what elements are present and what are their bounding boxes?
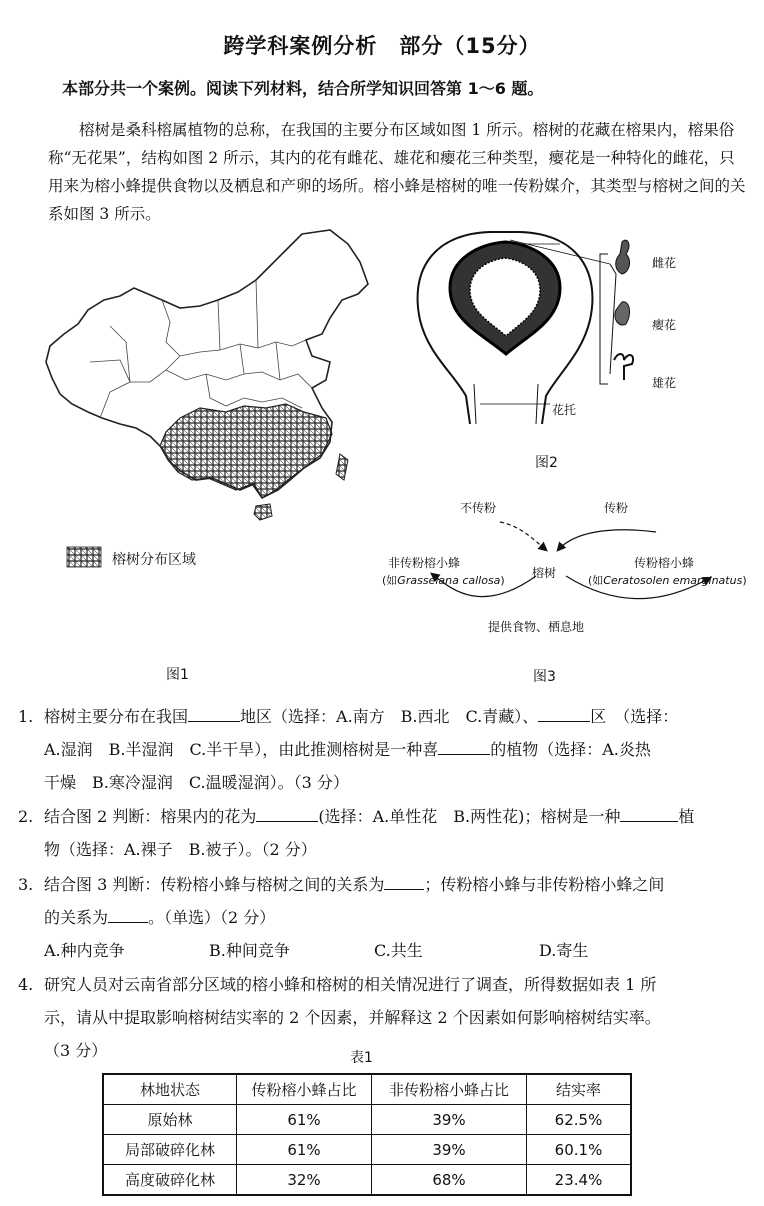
label-not-pollinate: 不传粉 <box>460 501 497 515</box>
table-header-cell: 非传粉榕小蜂占比 <box>372 1074 527 1105</box>
q3-text-a: 结合图 3 判断：传粉榕小蜂与榕树之间的关系为 <box>44 875 385 894</box>
table-cell: 高度破碎化林 <box>103 1165 237 1196</box>
label-banyan: 榕树 <box>532 566 557 580</box>
male-flower-icon <box>614 354 633 380</box>
q3-blank-2[interactable] <box>108 904 148 923</box>
q3-option-d[interactable]: D.寄生 <box>539 941 589 960</box>
table-cell: 60.1% <box>527 1135 632 1165</box>
label-female-flower: 雌花 <box>652 256 677 270</box>
hainan-island <box>254 504 272 520</box>
female-flower-icon <box>616 240 630 274</box>
q3-number: 3. <box>18 875 34 894</box>
table-header-cell: 传粉榕小蜂占比 <box>237 1074 372 1105</box>
taiwan-island <box>336 454 348 480</box>
label-pollinate: 传粉 <box>604 501 629 515</box>
table-cell: 局部破碎化林 <box>103 1135 237 1165</box>
table-row <box>103 1135 631 1165</box>
label-receptacle: 花托 <box>552 403 577 417</box>
q3-line2-a: 的关系为 <box>44 908 109 927</box>
table-row <box>103 1105 631 1135</box>
q2-blank-2[interactable] <box>620 803 678 822</box>
table-cell: 32% <box>237 1165 372 1196</box>
figure3-caption: 图3 <box>533 669 556 685</box>
q4-line1: 研究人员对云南省部分区域的榕小蜂和榕树的相关情况进行了调查，所得数据如表 1 所 <box>44 975 657 994</box>
non-pollinating-example: (如Grasseiana callosa) <box>382 574 505 587</box>
table-cell: 39% <box>372 1105 527 1135</box>
label-provide-food-habitat: 提供食物、栖息地 <box>488 620 585 634</box>
question-4 <box>18 968 748 1067</box>
q2-blank-1[interactable] <box>256 803 318 822</box>
table-cell: 68% <box>372 1165 527 1196</box>
table-cell: 61% <box>237 1105 372 1135</box>
q1-blank-1[interactable] <box>188 703 240 722</box>
q1-line2-b: 的植物（选择：A.炎热 <box>490 740 651 759</box>
section-intro: 本部分共一个案例。阅读下列材料，结合所学知识回答第 1～6 题。 <box>62 79 544 98</box>
q1-blank-3[interactable] <box>438 736 490 755</box>
q2-text-b: (选择：A.单性花 B.两性花)；榕树是一种 <box>318 807 621 826</box>
table-header-row <box>103 1074 631 1105</box>
question-2 <box>18 800 748 866</box>
table-row <box>103 1165 631 1196</box>
q2-line2: 物（选择：A.裸子 B.被子）。（2 分） <box>44 840 317 859</box>
table1-caption: 表1 <box>350 1050 373 1066</box>
q4-number: 4. <box>18 975 34 994</box>
banyan-distribution-area <box>160 404 332 498</box>
q2-number: 2. <box>18 807 34 826</box>
label-non-pollinating-wasp: 非传粉榕小蜂 <box>388 556 461 570</box>
table-header-cell: 林地状态 <box>103 1074 237 1105</box>
data-table <box>102 1073 632 1196</box>
q4-line3: （3 分） <box>44 1041 108 1060</box>
q3-option-c[interactable]: C.共生 <box>374 941 423 960</box>
q3-option-b[interactable]: B.种间竞争 <box>209 941 290 960</box>
material-text: 榕树是桑科榕属植物的总称，在我国的主要分布区域如图 1 所示。榕树的花藏在榕果内，榕果俗称“无花果”，结构如图 2 所示，其内的花有雌花、雄花和瘿花三种类型，瘿花是一种特化的雌花，只用来为榕小蜂提供食物以及栖息和产卵的场所。榕小蜂是榕树的唯一传粉媒介，其类型与榕树之间的关系如图 3 所示。 <box>48 121 746 223</box>
china-map-figure <box>30 222 380 542</box>
q3-line2-b: 。（单选）（2 分） <box>148 908 276 927</box>
q1-line3: 干燥 B.寒冷湿润 C.温暖湿润）。（3 分） <box>44 773 349 792</box>
question-1 <box>18 700 748 799</box>
pollinate-arrow <box>558 530 656 550</box>
q3-option-a[interactable]: A.种内竞争 <box>44 941 125 960</box>
q1-number: 1. <box>18 707 34 726</box>
q2-text-a: 结合图 2 判断：榕果内的花为 <box>44 807 257 826</box>
gall-flower-icon <box>615 302 630 325</box>
q2-text-c: 植 <box>678 807 695 826</box>
table-cell: 62.5% <box>527 1105 632 1135</box>
q3-blank-1[interactable] <box>384 871 424 890</box>
q1-blank-2[interactable] <box>538 703 590 722</box>
legend-label: 榕树分布区域 <box>112 552 196 568</box>
label-pollinating-wasp: 传粉榕小蜂 <box>634 556 695 570</box>
material-paragraph <box>48 116 748 228</box>
table-cell: 原始林 <box>103 1105 237 1135</box>
table-header-cell: 结实率 <box>527 1074 632 1105</box>
q3-options <box>18 934 748 967</box>
page-title: 跨学科案例分析 部分（15分） <box>223 34 541 58</box>
question-3 <box>18 868 748 967</box>
label-gall-flower: 瘿花 <box>652 318 677 332</box>
figure2-caption: 图2 <box>535 455 558 471</box>
q1-text-b: 地区（选择：A.南方 B.西北 C.青藏）、 <box>240 707 539 726</box>
legend-swatch <box>66 546 102 568</box>
q3-text-b: ；传粉榕小蜂与非传粉榕小蜂之间 <box>424 875 665 894</box>
not-pollinate-arrow <box>500 522 546 550</box>
table-cell: 23.4% <box>527 1165 632 1196</box>
table-cell: 61% <box>237 1135 372 1165</box>
figure1-caption: 图1 <box>166 667 189 683</box>
table-cell: 39% <box>372 1135 527 1165</box>
label-male-flower: 雄花 <box>652 376 677 390</box>
q1-text-c: 区 （选择： <box>590 707 679 726</box>
q1-text-a: 榕树主要分布在我国 <box>44 707 189 726</box>
q4-line2: 示，请从中提取影响榕树结实率的 2 个因素，并解释这 2 个因素如何影响榕树结实率。 <box>44 1008 661 1027</box>
q1-line2-a: A.湿润 B.半湿润 C.半干旱），由此推测榕树是一种喜 <box>44 740 439 759</box>
pollinating-example: (如Ceratosolen emarginatus) <box>588 574 747 587</box>
